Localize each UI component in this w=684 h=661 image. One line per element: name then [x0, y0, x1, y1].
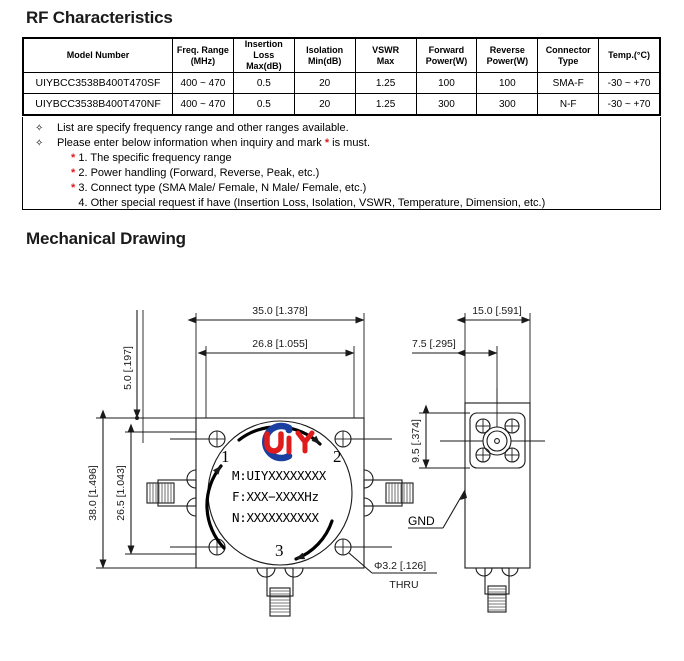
note-text-2-b: is must. — [329, 137, 371, 149]
note-sub-item-3 — [23, 181, 660, 196]
cell-freq-range: 400 ~ 470 — [173, 94, 234, 115]
mounting-hole-bottom-right — [335, 539, 351, 555]
note-sub-text-3: 3. Connect type (SMA Male/ Female, N Male/ Female, etc.) — [78, 182, 367, 194]
cell-insertion-loss: 0.5 — [233, 73, 294, 94]
dimension-label-side-offset: 7.5 [.295] — [412, 338, 456, 350]
column-header-reverse-power — [477, 39, 538, 73]
dimension-side-depth — [465, 305, 530, 403]
cell-vswr: 1.25 — [355, 73, 416, 94]
header-line-2: Power(W) — [486, 55, 529, 66]
connector-port-3 — [257, 568, 303, 616]
dimension-label-height-outer: 38.0 [1.496] — [87, 465, 99, 521]
cell-insertion-loss: 0.5 — [233, 94, 294, 115]
cell-model-number: UIYBCC3538B400T470NF — [24, 94, 173, 115]
uiy-logo — [265, 426, 312, 458]
header-line-2: (MHz) — [190, 55, 216, 66]
dimension-width-outer — [196, 305, 364, 418]
cell-vswr: 1.25 — [355, 94, 416, 115]
note-sub-text-1: 1. The specific frequency range — [78, 152, 232, 164]
label-gnd: GND — [408, 514, 435, 528]
column-header-insertion-loss — [233, 39, 294, 73]
header-line-2: Max(dB) — [246, 61, 282, 71]
note-sub-text-2: 2. Power handling (Forward, Reverse, Peak, etc.) — [78, 167, 320, 179]
dimension-connector-length — [122, 310, 143, 443]
cell-forward-power: 100 — [416, 73, 477, 94]
cell-reverse-power: 100 — [477, 73, 538, 94]
asterisk-marker: * — [324, 137, 330, 149]
mechanical-drawing-svg — [0, 258, 684, 661]
dimension-side-offset — [412, 338, 497, 403]
header-line-2: Power(W) — [425, 55, 468, 66]
flange-screw-bottom-left — [476, 448, 490, 462]
port-number-1: 1 — [221, 447, 230, 466]
cell-isolation: 20 — [294, 94, 355, 115]
column-header-freq-range — [173, 39, 234, 73]
dimension-label-width-inner: 26.8 [1.055] — [252, 338, 308, 350]
note-item-1 — [23, 121, 660, 136]
dimension-width-inner — [206, 338, 354, 418]
table-row — [24, 73, 660, 94]
note-text-1: List are specify frequency range and other ranges available. — [57, 122, 349, 134]
cell-model-number: UIYBCC3538B400T470SF — [24, 73, 173, 94]
cell-freq-range: 400 ~ 470 — [173, 73, 234, 94]
column-header-model-number — [24, 39, 173, 73]
header-line-1: Connector — [545, 44, 591, 55]
note-sub-text-4: 4. Other special request if have (Insertion Loss, Isolation, VSWR, Temperature, Dimension, etc.) — [78, 197, 546, 209]
diamond-bullet-icon: ✧ — [35, 138, 44, 149]
header-line-1: VSWR — [372, 44, 400, 55]
page-title-mechanical-drawing: Mechanical Drawing — [26, 229, 186, 248]
port-number-2: 2 — [333, 447, 342, 466]
dimension-label-connector-length: 5.0 [.197] — [122, 346, 134, 390]
note-text-2-a: Please enter below information when inquiry and mark — [57, 137, 325, 149]
header-line-1: Reverse — [489, 44, 525, 55]
note-sub-item-2 — [23, 166, 660, 181]
dimension-label-side-depth: 15.0 [.591] — [472, 305, 522, 317]
dimension-label-flange-height: 9.5 [.374] — [410, 419, 422, 463]
header-line-2: Type — [558, 55, 579, 66]
cell-connector-type: N-F — [538, 94, 599, 115]
dimension-label-height-inner: 26.5 [1.043] — [115, 465, 127, 521]
notes-block — [22, 117, 661, 210]
rf-characteristics-table-wrapper — [22, 37, 661, 116]
cell-reverse-power: 300 — [477, 94, 538, 115]
header-line-2: Min(dB) — [307, 55, 342, 66]
table-header-row — [24, 39, 660, 73]
header-line-1: Temp.(°C) — [608, 50, 651, 60]
note-sub-item-1 — [23, 151, 660, 166]
cell-temperature: -30 ~ +70 — [599, 73, 660, 94]
thread-hatch-bottom — [270, 591, 290, 612]
rf-characteristics-table — [23, 38, 660, 115]
note-sub-item-4 — [23, 196, 660, 211]
thread-hatch-right — [389, 483, 410, 503]
column-header-vswr — [355, 39, 416, 73]
callout-hole-diameter — [349, 553, 437, 591]
cell-isolation: 20 — [294, 73, 355, 94]
marking-model: M:UIYXXXXXXXX — [232, 468, 326, 483]
note-item-2 — [23, 136, 660, 151]
asterisk-marker: * — [71, 182, 76, 194]
dimension-label-hole-diameter: Φ3.2 [.126] — [374, 560, 427, 572]
cell-connector-type: SMA-F — [538, 73, 599, 94]
circulator-body-side-view — [440, 388, 545, 612]
table-row — [24, 94, 660, 115]
connector-port-1 — [147, 470, 196, 516]
diamond-bullet-icon: ✧ — [35, 123, 44, 134]
dimension-height-outer — [87, 418, 196, 568]
note-text-2 — [57, 136, 370, 150]
page-title-rf-characteristics: RF Characteristics — [26, 8, 173, 27]
callout-gnd — [408, 490, 467, 528]
header-line-1: Model Number — [66, 50, 130, 60]
marking-frequency: F:XXX−XXXXHz — [232, 489, 319, 504]
mechanical-drawing-area — [0, 258, 684, 661]
column-header-temperature — [599, 39, 660, 73]
connector-port-2 — [364, 470, 413, 516]
asterisk-marker: * — [71, 167, 76, 179]
header-line-1: Freq. Range — [176, 44, 229, 55]
column-header-forward-power — [416, 39, 477, 73]
mounting-hole-top-right — [335, 431, 351, 447]
marking-serial: N:XXXXXXXXXX — [232, 510, 319, 525]
header-line-1: Forward — [428, 44, 465, 55]
cell-temperature: -30 ~ +70 — [599, 94, 660, 115]
header-line-2: Max — [376, 55, 395, 66]
column-header-isolation — [294, 39, 355, 73]
dimension-height-inner — [115, 432, 196, 554]
asterisk-marker: * — [71, 152, 76, 164]
header-line-1: Isolation — [306, 44, 344, 55]
table-body — [24, 73, 660, 115]
cell-forward-power: 300 — [416, 94, 477, 115]
table-header — [24, 39, 660, 73]
port-number-3: 3 — [275, 541, 284, 560]
thread-hatch-left — [150, 483, 171, 503]
column-header-connector-type — [538, 39, 599, 73]
dimension-flange-height — [410, 413, 470, 468]
dimension-label-width-outer: 35.0 [1.378] — [252, 305, 308, 317]
header-line-1: Insertion Loss — [244, 39, 283, 60]
dimension-label-hole-thru: THRU — [389, 579, 419, 591]
thread-hatch-side-bottom — [488, 589, 506, 610]
mounting-hole-top-left — [209, 431, 225, 447]
